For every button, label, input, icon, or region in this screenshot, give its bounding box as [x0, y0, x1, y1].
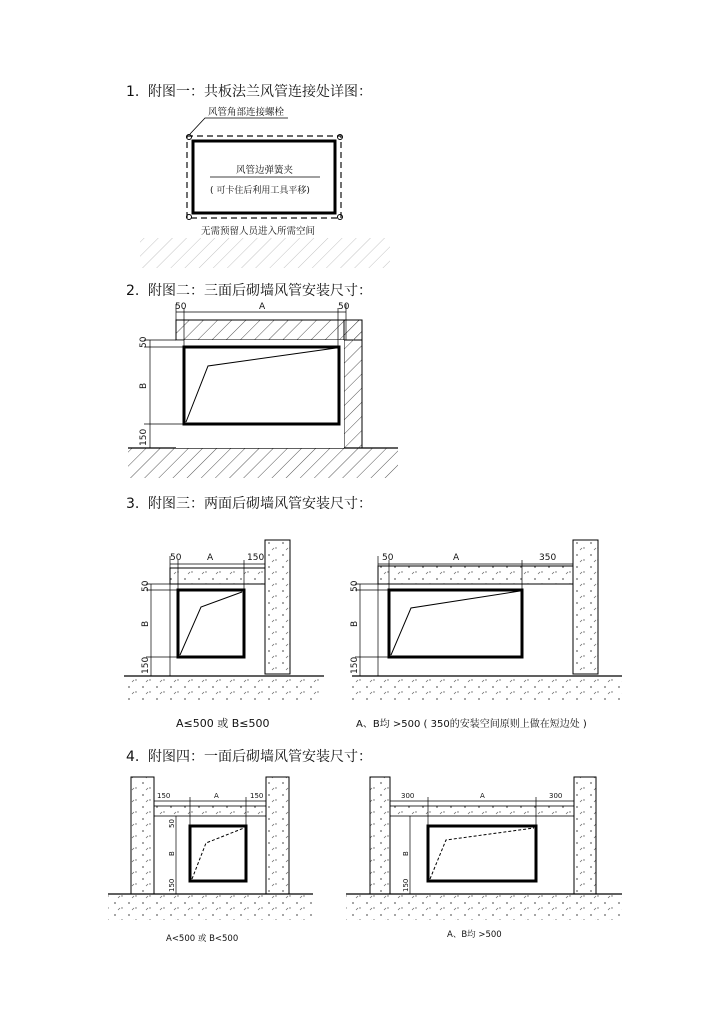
section-number: 3. — [126, 496, 140, 512]
leader-line — [190, 118, 288, 134]
dim-left: 50 — [170, 553, 182, 563]
left-wall — [370, 777, 390, 894]
floor-slab — [352, 676, 622, 702]
section-title: 附图四：一面后砌墙风管安装尺寸： — [148, 749, 372, 765]
figure-4-right — [346, 777, 622, 940]
section-title: 附图一：共板法兰风管连接处详图： — [148, 84, 372, 100]
section-number: 4. — [126, 749, 140, 765]
dim-bottom-v: 150 — [168, 878, 176, 892]
duct-outline — [190, 826, 246, 881]
dim-left: 50 — [175, 302, 187, 312]
dim-bottom-v: 150 — [350, 656, 360, 674]
right-wall — [265, 540, 290, 674]
dim-left: 50 — [382, 553, 394, 563]
dim-a: A — [207, 553, 214, 563]
left-wall — [131, 777, 154, 894]
top-wall — [176, 320, 362, 340]
dim-left: 300 — [401, 792, 415, 800]
dim-bottom-v: 150 — [402, 878, 410, 892]
dim-a: A — [259, 302, 266, 312]
floor-slab — [128, 448, 398, 478]
right-wall — [344, 320, 362, 448]
dim-a: A — [453, 553, 460, 563]
figure-1-flange-detail — [140, 106, 390, 268]
duct-fold-line — [180, 592, 242, 655]
figure-3-right — [350, 540, 622, 730]
dim-right: 150 — [247, 553, 265, 563]
floor-slab — [108, 894, 313, 920]
dim-b: B — [141, 620, 151, 627]
top-wall — [390, 806, 574, 816]
figure-2-three-wall — [128, 302, 398, 478]
duct-fold-line — [430, 828, 534, 879]
dim-top-v: 50 — [350, 580, 360, 592]
dim-a: A — [214, 792, 219, 800]
dim-right: 300 — [549, 792, 563, 800]
floor-slab — [346, 894, 622, 920]
bottom-note: 无需预留人员进入所需空间 — [201, 226, 316, 237]
top-wall — [378, 566, 573, 584]
dim-b: B — [139, 382, 149, 389]
dim-top-v: 50 — [141, 580, 151, 592]
right-wall — [573, 540, 598, 674]
dim-b: B — [350, 620, 360, 627]
duct-fold-line — [192, 828, 244, 879]
floor-hatch — [140, 238, 390, 268]
right-wall — [266, 777, 289, 894]
right-wall — [574, 777, 596, 894]
top-wall — [154, 806, 266, 816]
figure-3-left — [124, 540, 324, 730]
floor-slab — [124, 676, 324, 702]
corner-bolt-label: 风管角部连接螺栓 — [208, 107, 285, 118]
dim-bottom-v: 150 — [139, 428, 149, 446]
dim-right: 150 — [250, 792, 264, 800]
caption: A、B均 >500 — [447, 930, 502, 940]
clip-note: ( 可卡住后利用工具平移) — [210, 186, 310, 196]
caption: A<500 或 B<500 — [166, 934, 239, 944]
dim-bottom-v: 150 — [141, 656, 151, 674]
bolt-icon — [338, 215, 343, 220]
bolt-icon — [338, 135, 343, 140]
duct-outline — [389, 590, 522, 657]
section-title: 附图二：三面后砌墙风管安装尺寸： — [148, 283, 372, 299]
top-wall — [170, 568, 265, 584]
duct-outline — [178, 590, 244, 657]
dim-left: 150 — [157, 792, 171, 800]
dim-right: 50 — [338, 302, 350, 312]
duct-fold-line — [391, 591, 520, 655]
section-title: 附图三：两面后砌墙风管安装尺寸： — [148, 496, 372, 512]
dim-right: 350 — [539, 553, 557, 563]
section-number: 2. — [126, 283, 140, 299]
dim-b: B — [168, 851, 176, 856]
caption: A、B均 >500 ( 350的安装空间原则上做在短边处 ) — [356, 719, 587, 730]
dim-b: B — [402, 851, 410, 856]
figure-4-left — [108, 777, 313, 944]
section-number: 1. — [126, 84, 140, 100]
dim-top-v: 50 — [139, 336, 149, 348]
caption: A≤500 或 B≤500 — [176, 717, 270, 730]
dim-a: A — [480, 792, 485, 800]
spring-clip-label: 风管边弹簧夹 — [236, 165, 294, 176]
dim-top-v: 50 — [168, 819, 176, 828]
duct-outline — [428, 826, 536, 881]
